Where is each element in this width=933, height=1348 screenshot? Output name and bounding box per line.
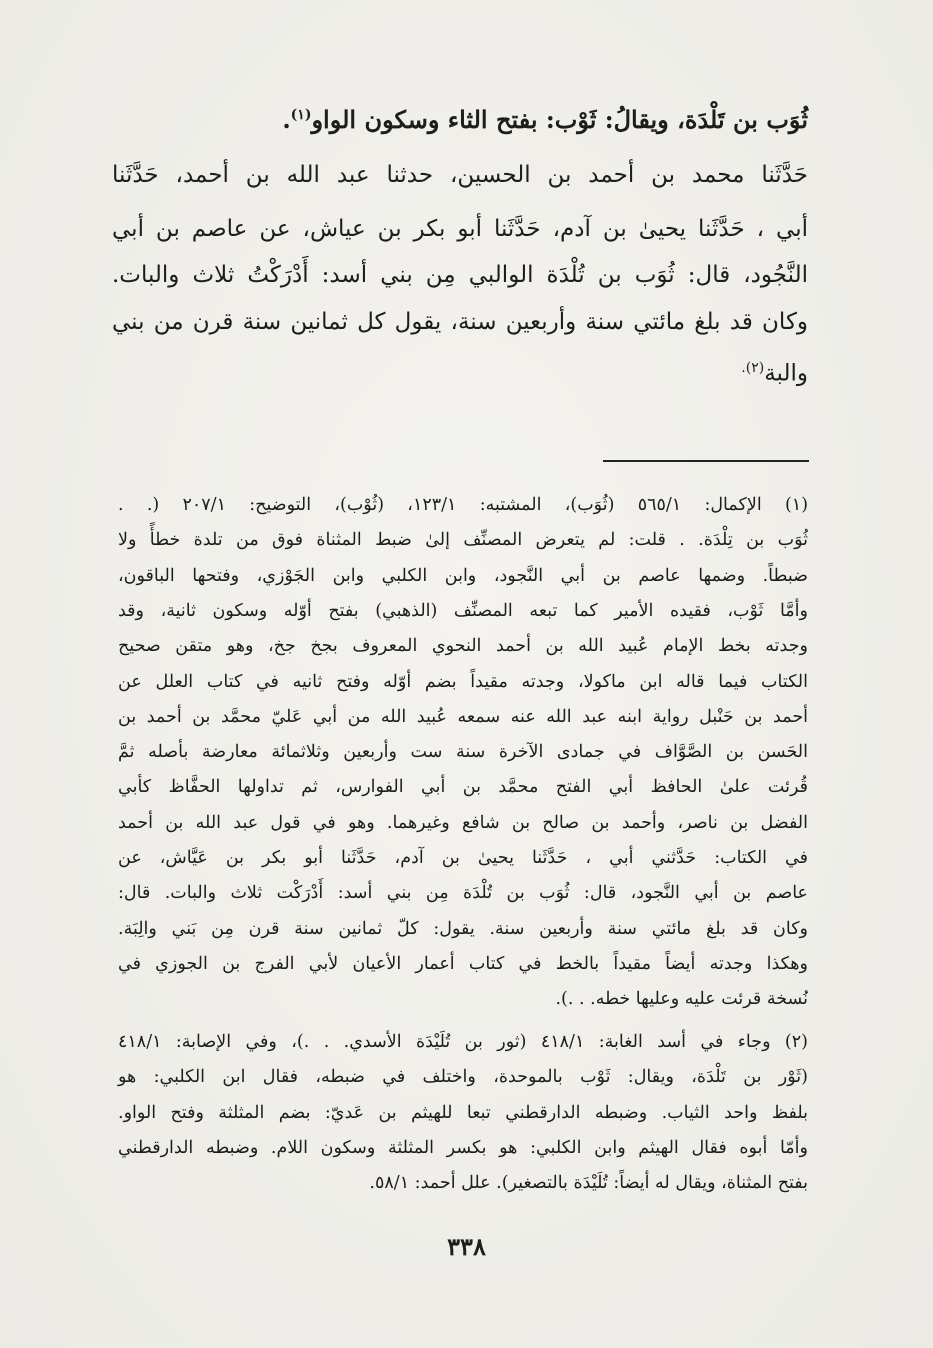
footnote-line-7: أحمد بن حَنْبل رواية ابنه عبد الله عنه سمعه عُبيد الله من أبي عَليّ محمَّد بن أحمد بن: [118, 707, 808, 727]
body-line-4: وكان قد بلغ مائتي سنة وأربعين سنة، يقول كل ثمانين سنة قرن من بني: [112, 309, 808, 335]
heading-text: ثُوَب بن تَلْدَة، ويقالُ: ثَوْب: بفتح الثاء وسكون الواو: [311, 105, 808, 134]
footnote-line-10: الفضل بن ناصر، وأحمد بن صالح بن شافع وغيرهما. وهو في قول عبد الله بن أحمد: [118, 813, 808, 833]
footnote-line-18: بلفظ واحد الثياب. وضبطه الدارقطني تبعا للهيثم بن عَديّ: بضم المثلثة وفتح الواو.: [118, 1103, 808, 1123]
body-line-1: حَدَّثَنا محمد بن أحمد بن الحسين، حدثنا عبد الله بن أحمد، حَدَّثَنا: [112, 162, 808, 188]
footnote-line-16: (٢) وجاء في أسد الغابة: ٤١٨/١ (ثور بن تُلَيْدَة الأسدي. . .)، وفي الإصابة: ٤١٨/١: [118, 1032, 808, 1052]
footnote-line-13: وكان قد بلغ مائتي سنة وأربعين سنة. يقول: كلّ ثمانين سنة قرن مِن بَني والِبَة.: [118, 919, 808, 939]
body-line-2: أبي ، حَدَّثَنا يحيىٰ بن آدم، حَدَّثَنا أبو بكر بن عياش، عن عاصم بن أبي: [112, 216, 808, 242]
body-line-3: النَّجُود، قال: ثُوَب بن تُلْدَة الوالبي مِن بني أسد: أَدْرَكْتُ ثلاث والبات.: [112, 262, 808, 288]
footnote-line-9: قُرئت علىٰ الحافظ أبي الفتح محمَّد بن أبي الفوارس، ثم تداولها الحفَّاظ كأبي: [118, 777, 808, 797]
body-line-5: [112, 353, 808, 389]
footnote-line-11: في الكتاب: حَدَّثني أبي ، حَدَّثَنا يحيىٰ بن آدم، حَدَّثَنا أبو بكر بن عَيَّاش، عن: [118, 848, 808, 868]
footnote-line-20: بفتح المثناة، ويقال له أيضاً: تُلَيْدَة بالتصغير). علل أحمد: ٥٨/١.: [369, 1173, 808, 1193]
page-number: ٣٣٨: [447, 1232, 486, 1261]
footnote-line-2: ثُوَب بن تِلْدَة. . قلت: لم يتعرض المصنِّف إلىٰ ضبط المثناة فوق من تلدة خطأً ولا: [118, 530, 808, 550]
footnote-line-4: وأمَّا ثَوْب، فقيده الأمير كما تبعه المصنِّف (الذهبي) بفتح أوّله وسكون ثانية، وقد: [118, 601, 808, 621]
footnote-line-14: وهكذا وجدته أيضاً مقيداً بالخط في كتاب أعمار الأعيان لأبي الفرج بن الجوزي في: [118, 954, 808, 974]
footnote-line-15: نُسخة قرئت عليه وعليها خطه. . .).: [555, 989, 808, 1009]
entry-heading: ثُوَب بن تَلْدَة، ويقالُ: ثَوْب: بفتح الثاء وسكون الواو$^{(١)}$.: [282, 105, 808, 134]
footnote-line-8: الحَسن بن الصَّوَّاف في جمادى الآخرة سنة ست وأربعين وثلاثمائة معارضة بأصله ثمَّ: [118, 742, 808, 762]
footnote-line-17: (ثَوْر بن تَلْدَة، ويقال: ثَوْب بالموحدة، واختلف في ضبطه، فقال ابن الكلبي: هو: [118, 1067, 808, 1087]
footnote-line-1: (١) الإكمال: ٥٦٥/١ (ثُوَب)، المشتبه: ١٢٣/١، (ثُوْب)، التوضيح: ٢٠٧/١ (. .: [118, 495, 809, 515]
footnote-line-12: عاصم بن أبي النَّجود، قال: ثُوَب بن تُلْدَة مِن بني أسد: أَدْرَكْت ثلاث والبات. قال:: [118, 883, 808, 903]
footnote-line-19: وأمّا أبوه فقال الهيثم وابن الكلبي: هو بكسر المثلثة وسكون اللام. وضبطه الدارقطني: [118, 1138, 808, 1158]
body-footnote-ref: (٢).: [741, 360, 765, 376]
footnote-line-5: وجدته بخط الإمام عُبيد الله بن أحمد النحوي المعروف بجخ جخ، وهو متقن صحيح: [118, 636, 808, 656]
body-line-5-text: والبة: [764, 360, 808, 387]
footnote-line-3: ضبطاً. وضمها عاصم بن أبي النَّجود، وابن الكلبي وابن الجَوْزي، وفتحها الباقون،: [118, 566, 808, 586]
footnote-line-6: الكتاب فيما قاله ابن ماكولا، وجدته مقيداً بضم أوّله وفتح ثانيه في كتاب العلل عن: [118, 672, 808, 692]
footnote-separator: [603, 460, 809, 462]
heading-footnote-ref: (١): [290, 107, 312, 123]
